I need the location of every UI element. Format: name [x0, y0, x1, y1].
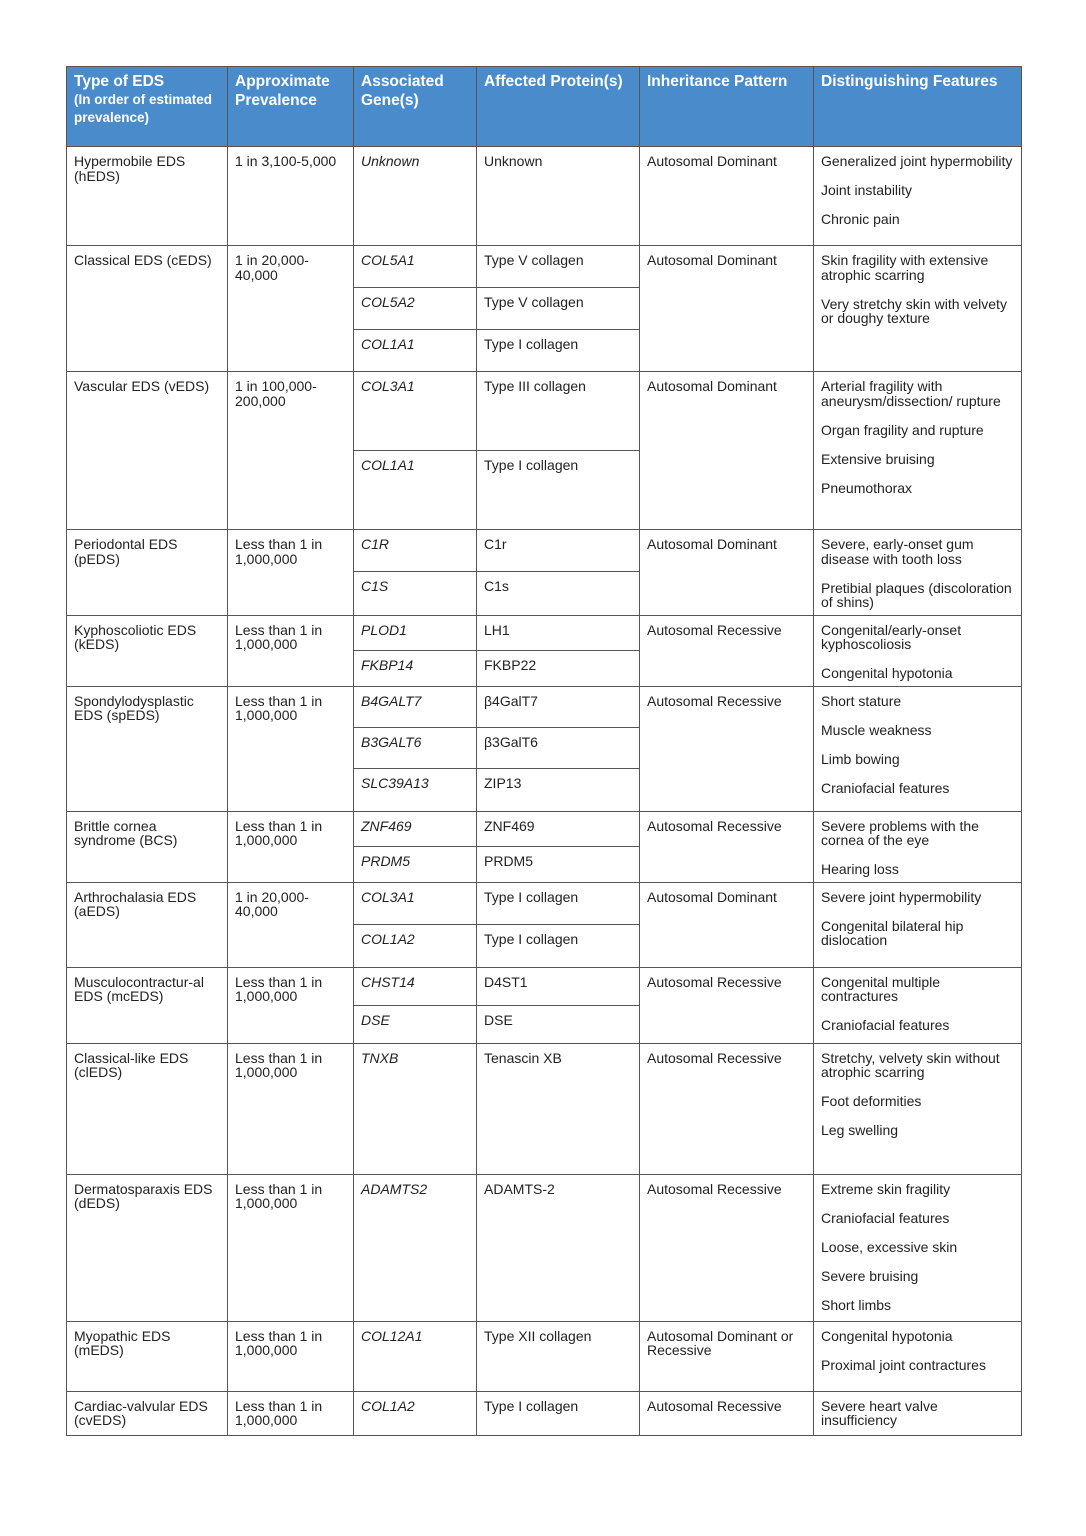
protein-cell: Type I collagen: [477, 451, 640, 530]
features-cell: [814, 967, 1022, 1043]
prevalence-cell: Less than 1 in 1,000,000: [228, 967, 354, 1043]
gene-cell: COL3A1: [354, 372, 477, 451]
gene-cell: B3GALT6: [354, 727, 477, 768]
gene-cell: PLOD1: [354, 615, 477, 651]
eds-type-cell: Kyphoscoliotic EDS (kEDS): [67, 615, 228, 686]
feature-item: Foot deformities: [821, 1093, 922, 1109]
gene-cell: COL12A1: [354, 1321, 477, 1391]
eds-type-cell: Brittle cornea syndrome (BCS): [67, 811, 228, 882]
features-cell: [814, 1391, 1022, 1435]
table-row: [67, 372, 1022, 451]
feature-item: Loose, excessive skin: [821, 1238, 958, 1255]
features-cell: [814, 1043, 1022, 1174]
table-row: [67, 530, 1022, 572]
eds-type-cell: Spondylodysplastic EDS (spEDS): [67, 686, 228, 811]
header-type-note: (In order of estimated prevalence): [74, 92, 213, 125]
prevalence-cell: Less than 1 in 1,000,000: [228, 615, 354, 686]
features-cell: [814, 147, 1022, 246]
feature-item: Skin fragility with extensive atrophic scarring: [821, 252, 989, 283]
table-row: [67, 1321, 1022, 1391]
protein-cell: Type I collagen: [477, 882, 640, 924]
inheritance-cell: Autosomal Dominant: [640, 246, 814, 372]
gene-cell: COL5A2: [354, 288, 477, 330]
header-prevalence: Approximate Prevalence: [228, 67, 354, 147]
feature-item: Short stature: [821, 692, 902, 709]
protein-cell: ZNF469: [477, 811, 640, 847]
inheritance-cell: Autosomal Recessive: [640, 1043, 814, 1174]
feature-item: Congenital/early-onset kyphoscoliosis: [821, 621, 962, 652]
feature-item: Limb bowing: [821, 750, 900, 767]
gene-cell: PRDM5: [354, 847, 477, 883]
inheritance-cell: Autosomal Recessive: [640, 686, 814, 811]
features-cell: [814, 882, 1022, 967]
feature-item: Congenital hypotonia: [821, 1327, 953, 1344]
table-row: [67, 615, 1022, 651]
table-body: [67, 147, 1022, 1436]
prevalence-cell: Less than 1 in 1,000,000: [228, 686, 354, 811]
feature-item: Extreme skin fragility: [821, 1180, 951, 1197]
header-type-label: Type of EDS: [74, 73, 165, 90]
features-cell: [814, 1174, 1022, 1321]
features-cell: [814, 615, 1022, 686]
protein-cell: FKBP22: [477, 651, 640, 687]
protein-cell: Type I collagen: [477, 1391, 640, 1435]
prevalence-cell: 1 in 20,000-40,000: [228, 882, 354, 967]
inheritance-cell: Autosomal Recessive: [640, 1391, 814, 1435]
gene-cell: C1R: [354, 530, 477, 572]
features-cell: [814, 530, 1022, 616]
eds-type-cell: Periodontal EDS (pEDS): [67, 530, 228, 616]
prevalence-cell: Less than 1 in 1,000,000: [228, 1174, 354, 1321]
feature-item: Congenital hypotonia: [821, 665, 953, 681]
feature-item: Pretibial plaques (discoloration of shins): [821, 579, 1012, 610]
table-row: [67, 811, 1022, 847]
prevalence-cell: Less than 1 in 1,000,000: [228, 1043, 354, 1174]
protein-cell: D4ST1: [477, 967, 640, 1005]
prevalence-cell: 1 in 100,000-200,000: [228, 372, 354, 530]
header-gene: Associated Gene(s): [354, 67, 477, 147]
header-features: Distinguishing Features: [814, 67, 1022, 147]
feature-item: Joint instability: [821, 182, 913, 198]
protein-cell: Type I collagen: [477, 330, 640, 372]
gene-cell: SLC39A13: [354, 768, 477, 811]
feature-item: Severe bruising: [821, 1267, 919, 1284]
eds-type-cell: Classical-like EDS (clEDS): [67, 1043, 228, 1174]
gene-cell: FKBP14: [354, 651, 477, 687]
protein-cell: ADAMTS-2: [477, 1174, 640, 1321]
gene-cell: COL1A1: [354, 330, 477, 372]
inheritance-cell: Autosomal Dominant: [640, 530, 814, 616]
gene-cell: ZNF469: [354, 811, 477, 847]
gene-cell: COL1A2: [354, 924, 477, 967]
prevalence-cell: 1 in 20,000-40,000: [228, 246, 354, 372]
gene-cell: COL1A1: [354, 451, 477, 530]
protein-cell: Tenascin XB: [477, 1043, 640, 1174]
feature-item: Severe problems with the cornea of the eye: [821, 817, 979, 848]
gene-cell: COL3A1: [354, 882, 477, 924]
protein-cell: C1s: [477, 572, 640, 615]
inheritance-cell: Autosomal Dominant or Recessive: [640, 1321, 814, 1391]
gene-cell: C1S: [354, 572, 477, 615]
eds-type-cell: Dermatosparaxis EDS (dEDS): [67, 1174, 228, 1321]
feature-item: Stretchy, velvety skin without atrophic scarring: [821, 1049, 1000, 1080]
inheritance-cell: Autosomal Recessive: [640, 1174, 814, 1321]
protein-cell: ZIP13: [477, 768, 640, 811]
gene-cell: CHST14: [354, 967, 477, 1005]
protein-cell: Type V collagen: [477, 246, 640, 288]
gene-cell: TNXB: [354, 1043, 477, 1174]
feature-item: Proximal joint contractures: [821, 1356, 986, 1373]
feature-item: Organ fragility and rupture: [821, 421, 984, 438]
feature-item: Arterial fragility with aneurysm/dissection/ rupture: [821, 378, 1001, 409]
gene-cell: ADAMTS2: [354, 1174, 477, 1321]
feature-item: Muscle weakness: [821, 721, 932, 738]
eds-type-cell: Musculocontractur-al EDS (mcEDS): [67, 967, 228, 1043]
table-row: [67, 686, 1022, 727]
inheritance-cell: Autosomal Recessive: [640, 967, 814, 1043]
eds-type-cell: Hypermobile EDS (hEDS): [67, 147, 228, 246]
gene-cell: DSE: [354, 1005, 477, 1043]
protein-cell: C1r: [477, 530, 640, 572]
feature-item: Congenital bilateral hip dislocation: [821, 917, 964, 948]
gene-cell: COL5A1: [354, 246, 477, 288]
eds-type-cell: Vascular EDS (vEDS): [67, 372, 228, 530]
protein-cell: β4GalT7: [477, 686, 640, 727]
gene-cell: B4GALT7: [354, 686, 477, 727]
feature-item: Congenital multiple contractures: [821, 973, 941, 1004]
header-inheritance: Inheritance Pattern: [640, 67, 814, 147]
table-header-row: [67, 67, 1022, 147]
inheritance-cell: Autosomal Recessive: [640, 615, 814, 686]
eds-type-cell: Myopathic EDS (mEDS): [67, 1321, 228, 1391]
eds-types-table: [66, 66, 1022, 1436]
feature-item: Generalized joint hypermobility: [821, 153, 1013, 169]
header-protein: Affected Protein(s): [477, 67, 640, 147]
feature-item: Extensive bruising: [821, 450, 935, 467]
feature-item: Very stretchy skin with velvety or doughy texture: [821, 295, 1007, 326]
feature-item: Craniofacial features: [821, 1209, 950, 1226]
table-row: [67, 147, 1022, 246]
inheritance-cell: Autosomal Dominant: [640, 882, 814, 967]
feature-item: Short limbs: [821, 1296, 892, 1313]
protein-cell: Type V collagen: [477, 288, 640, 330]
features-cell: [814, 372, 1022, 530]
feature-item: Severe, early-onset gum disease with tooth loss: [821, 536, 974, 567]
table-row: [67, 882, 1022, 924]
header-type: [67, 67, 228, 147]
gene-cell: Unknown: [354, 147, 477, 246]
feature-item: Pneumothorax: [821, 479, 913, 496]
prevalence-cell: Less than 1 in 1,000,000: [228, 811, 354, 882]
protein-cell: Type XII collagen: [477, 1321, 640, 1391]
table-row: [67, 246, 1022, 288]
protein-cell: Unknown: [477, 147, 640, 246]
feature-item: Craniofacial features: [821, 1017, 950, 1033]
inheritance-cell: Autosomal Dominant: [640, 372, 814, 530]
feature-item: Hearing loss: [821, 861, 899, 877]
protein-cell: DSE: [477, 1005, 640, 1043]
protein-cell: Type I collagen: [477, 924, 640, 967]
inheritance-cell: Autosomal Dominant: [640, 147, 814, 246]
eds-type-cell: Cardiac-valvular EDS (cvEDS): [67, 1391, 228, 1435]
table-row: [67, 967, 1022, 1005]
inheritance-cell: Autosomal Recessive: [640, 811, 814, 882]
feature-item: Leg swelling: [821, 1122, 899, 1138]
protein-cell: Type III collagen: [477, 372, 640, 451]
features-cell: [814, 811, 1022, 882]
features-cell: [814, 246, 1022, 372]
prevalence-cell: Less than 1 in 1,000,000: [228, 1321, 354, 1391]
prevalence-cell: Less than 1 in 1,000,000: [228, 1391, 354, 1435]
feature-item: Chronic pain: [821, 211, 900, 227]
prevalence-cell: 1 in 3,100-5,000: [228, 147, 354, 246]
table-row: [67, 1043, 1022, 1174]
feature-item: Severe joint hypermobility: [821, 888, 982, 905]
gene-cell: COL1A2: [354, 1391, 477, 1435]
protein-cell: LH1: [477, 615, 640, 651]
features-cell: [814, 1321, 1022, 1391]
prevalence-cell: Less than 1 in 1,000,000: [228, 530, 354, 616]
protein-cell: PRDM5: [477, 847, 640, 883]
table-row: [67, 1391, 1022, 1435]
eds-type-cell: Classical EDS (cEDS): [67, 246, 228, 372]
features-cell: [814, 686, 1022, 811]
table-row: [67, 1174, 1022, 1321]
feature-item: Craniofacial features: [821, 779, 950, 796]
feature-item: Severe heart valve insufficiency: [821, 1397, 938, 1428]
eds-type-cell: Arthrochalasia EDS (aEDS): [67, 882, 228, 967]
protein-cell: β3GalT6: [477, 727, 640, 768]
